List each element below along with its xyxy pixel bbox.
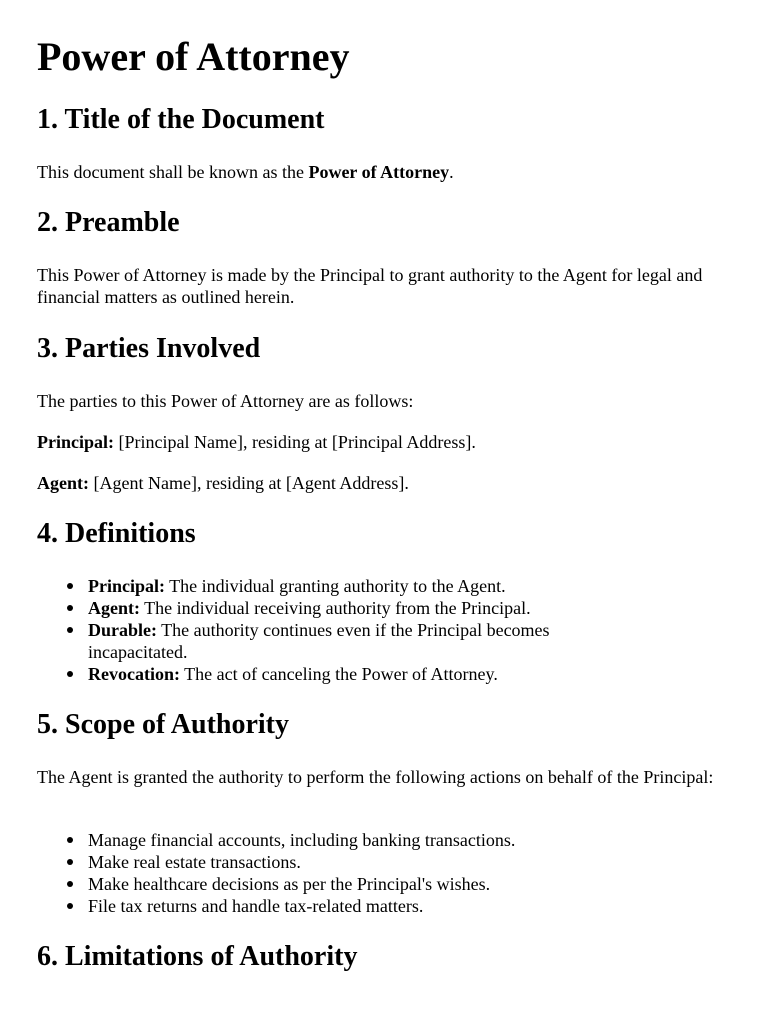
- section-1-text: [37, 161, 732, 183]
- agent-details: [Agent Name], residing at [Agent Address].: [89, 473, 409, 493]
- definitions-list: [37, 575, 628, 685]
- section-1-text-end: .: [449, 162, 454, 182]
- section-2-text: This Power of Attorney is made by the Principal to grant authority to the Agent for legal and financial matters as outlined herein.: [37, 265, 703, 307]
- list-item: Make healthcare decisions as per the Principal's wishes.: [88, 873, 732, 895]
- section-5-intro: The Agent is granted the authority to perform the following actions on behalf of the Principal:: [37, 767, 714, 787]
- definition-term: Principal:: [88, 576, 165, 596]
- definition-text: The individual receiving authority from the Principal.: [140, 598, 531, 618]
- section-4-heading: 4. Definitions: [37, 518, 196, 549]
- definition-term: Agent:: [88, 598, 140, 618]
- section-1-text-start: This document shall be known as the: [37, 162, 309, 182]
- principal-party: [37, 431, 732, 453]
- list-item: [88, 575, 628, 597]
- section-1-heading: 1. Title of the Document: [37, 104, 325, 135]
- definition-term: Durable:: [88, 620, 157, 640]
- section-6-heading: 6. Limitations of Authority: [37, 941, 358, 972]
- definition-text: The individual granting authority to the Agent.: [165, 576, 506, 596]
- agent-label: Agent:: [37, 473, 89, 493]
- list-item: [88, 619, 628, 663]
- section-5-heading: 5. Scope of Authority: [37, 709, 289, 740]
- section-2-heading: 2. Preamble: [37, 207, 180, 238]
- list-item: File tax returns and handle tax-related matters.: [88, 895, 732, 917]
- agent-party: [37, 472, 732, 494]
- principal-label: Principal:: [37, 432, 114, 452]
- authority-list: [37, 829, 732, 917]
- document-title: Power of Attorney: [37, 34, 350, 79]
- list-item: Make real estate transactions.: [88, 851, 732, 873]
- section-1-text-bold: Power of Attorney: [308, 162, 450, 182]
- list-item: [88, 597, 628, 619]
- section-3-intro: The parties to this Power of Attorney are as follows:: [37, 391, 414, 411]
- principal-details: [Principal Name], residing at [Principal Address].: [114, 432, 476, 452]
- definition-text: The authority continues even if the Principal becomes incapacitated.: [88, 620, 550, 662]
- section-3-heading: 3. Parties Involved: [37, 333, 261, 364]
- definition-term: Revocation:: [88, 664, 180, 684]
- list-item: Manage financial accounts, including banking transactions.: [88, 829, 732, 851]
- definition-text: The act of canceling the Power of Attorney.: [179, 664, 498, 684]
- list-item: [88, 663, 628, 685]
